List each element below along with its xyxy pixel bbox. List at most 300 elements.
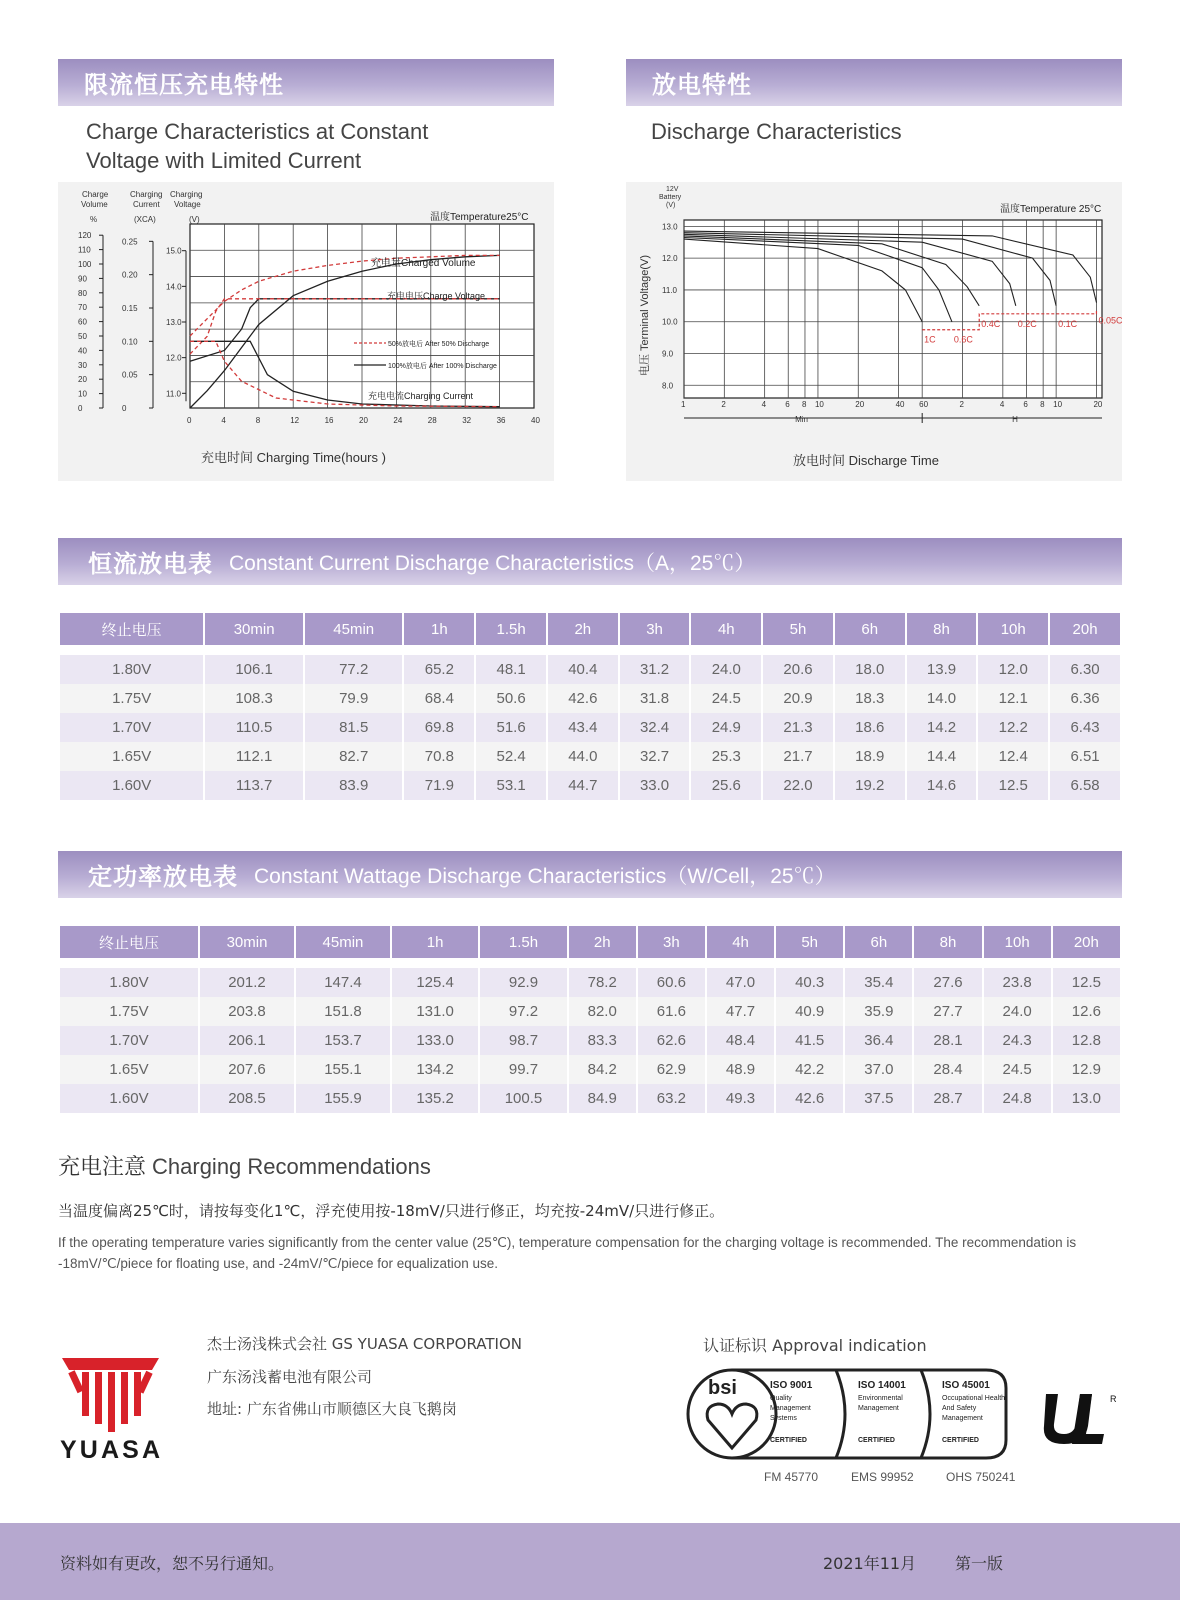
table-cell: 42.6 (548, 684, 618, 713)
voltage-tick-label: 12.0 (166, 353, 182, 363)
x-tick-label: 6 (1023, 400, 1028, 409)
charge-header-label: Charge (82, 190, 109, 199)
cert-desc: Occupational Health (942, 1395, 1006, 1402)
table-cell: 6.36 (1050, 684, 1120, 713)
table-cell: 20.6 (763, 655, 833, 684)
charge-chart-title: 温度Temperature25°C (430, 212, 529, 223)
table-cell: 83.3 (569, 1026, 636, 1055)
volume-tick-label: 30 (78, 360, 87, 370)
table-cell: 135.2 (392, 1084, 478, 1113)
table-cell: 14.4 (907, 742, 977, 771)
table-cell: 62.9 (638, 1055, 705, 1084)
x-tick-label: 36 (496, 416, 506, 425)
rate-label: 1C (924, 334, 936, 345)
table-cell: 18.9 (835, 742, 905, 771)
recommendations-text-en: If the operating temperature varies significantly from the center value (25℃), temperature compensation for the charging voltage is recommended. The recommendation is -18mV/℃/piece for floating use, and -24mV/℃/piece for equalization use. (58, 1235, 1077, 1271)
discharge-chart (626, 182, 1122, 481)
table-cell: 36.4 (845, 1026, 912, 1055)
table-header-cell: 6h (835, 613, 905, 655)
table-cell: 207.6 (200, 1055, 294, 1084)
charge-header-label: Current (133, 200, 160, 209)
table-cell: 24.5 (691, 684, 761, 713)
table-cell: 82.7 (305, 742, 403, 771)
table-cell: 22.0 (763, 771, 833, 800)
table-cell: 28.4 (914, 1055, 981, 1084)
table-header-cell: 4h (707, 926, 774, 968)
volume-tick-label: 90 (78, 274, 87, 284)
table-header-cell: 20h (1053, 926, 1120, 968)
footer-edition: 第一版 (955, 1554, 1004, 1573)
table-cell: 31.2 (620, 655, 690, 684)
table-cell: 24.0 (984, 997, 1051, 1026)
table-cell: 12.8 (1053, 1026, 1120, 1055)
x-tick-label: 32 (462, 416, 472, 425)
x-tick-label: 6 (785, 400, 790, 409)
table-cell: 112.1 (205, 742, 303, 771)
cert-desc: Environmental (858, 1395, 903, 1402)
table-cell: 40.3 (776, 968, 843, 997)
table-cell: 44.7 (548, 771, 618, 800)
table-cell: 65.2 (404, 655, 474, 684)
cc-table-header (58, 538, 1122, 585)
x-tick-label: 8 (801, 400, 807, 409)
table-header-cell: 5h (763, 613, 833, 655)
charge-header-label: % (90, 215, 98, 224)
cutoff-voltage-cell: 1.80V (60, 968, 198, 997)
table-cell: 70.8 (404, 742, 474, 771)
rate-label: 0.05C (1098, 315, 1122, 326)
cutoff-voltage-cell: 1.60V (60, 1084, 198, 1113)
voltage-tick-label: 14.0 (166, 282, 182, 292)
table-cell: 60.6 (638, 968, 705, 997)
charging-current-label: 充电电流Charging Current (368, 391, 474, 401)
current-tick-label: 0.15 (122, 304, 138, 313)
current-tick-label: 0.10 (122, 337, 138, 347)
charge-chart-svg (58, 182, 554, 481)
x-tick-label: 20 (1093, 400, 1103, 409)
table-cell: 42.2 (776, 1055, 843, 1084)
recommendations-text-zh: 当温度偏离25℃时，请按每变化1℃，浮充使用按-18mV/只进行修正，均充按-24mV/只进行修正。 (58, 1202, 725, 1220)
ul-registered-mark: R (1110, 1394, 1117, 1404)
discharge-subtitle: Discharge Characteristics (651, 119, 902, 144)
cc-table-title-en: Constant Current Discharge Characteristics（A，25℃） (229, 551, 756, 575)
footer-date: 2021年11月 (823, 1554, 917, 1573)
table-cell: 201.2 (200, 968, 294, 997)
volume-tick-label: 80 (78, 288, 87, 298)
legend-50-label: 50%放电后 After 50% Discharge (388, 341, 490, 348)
table-header-cell: 1h (392, 926, 478, 968)
table-cell: 206.1 (200, 1026, 294, 1055)
table-cell: 49.3 (707, 1084, 774, 1113)
yuasa-logo-text: YUASA (60, 1436, 160, 1461)
table-cell: 12.9 (1053, 1055, 1120, 1084)
table-cell: 35.9 (845, 997, 912, 1026)
table-header-cell: 45min (296, 926, 390, 968)
table-cell: 69.8 (404, 713, 474, 742)
table-row (60, 713, 1120, 742)
table-cell: 48.1 (476, 655, 546, 684)
voltage-tick-label: 11.0 (166, 389, 181, 399)
discharge-y-header: 12V (666, 186, 679, 193)
table-cell: 24.3 (984, 1026, 1051, 1055)
x-tick-label: 12 (290, 416, 300, 425)
table-row (60, 771, 1120, 800)
cert-code-ohs: OHS 750241 (946, 1470, 1016, 1484)
table-cell: 113.7 (205, 771, 303, 800)
x-tick-label: 10 (1053, 400, 1063, 409)
cert-desc: And Safety (942, 1405, 977, 1412)
table-header-cell: 2h (548, 613, 618, 655)
charge-header-label: Charging (170, 190, 203, 199)
table-cell: 35.4 (845, 968, 912, 997)
table-cell: 98.7 (480, 1026, 566, 1055)
y-tick-label: 10.0 (662, 317, 678, 327)
cert-status: CERTIFIED (770, 1437, 807, 1444)
table-header-cell: 45min (305, 613, 403, 655)
voltage-tick-label: 15.0 (166, 246, 182, 256)
footer (0, 1523, 1180, 1600)
table-cell: 19.2 (835, 771, 905, 800)
charge-subtitle: Charge Characteristics at Constant Voltage with Limited Current (86, 119, 429, 173)
current-tick-label: 0.25 (122, 237, 138, 247)
cert-status: CERTIFIED (942, 1437, 979, 1444)
discharge-section-title: 放电特性 (652, 71, 752, 99)
table-cell: 32.4 (620, 713, 690, 742)
hour-unit-label: H (1012, 415, 1018, 424)
table-cell: 134.2 (392, 1055, 478, 1084)
table-header-row (60, 613, 1120, 655)
table-cell: 84.2 (569, 1055, 636, 1084)
table-cell: 92.9 (480, 968, 566, 997)
charge-x-axis-label: 充电时间 Charging Time(hours ) (201, 450, 386, 465)
table-cell: 14.6 (907, 771, 977, 800)
table-cell: 108.3 (205, 684, 303, 713)
table-cell: 147.4 (296, 968, 390, 997)
cw-discharge-table (58, 926, 1122, 1113)
table-cell: 24.0 (691, 655, 761, 684)
x-tick-label: 60 (919, 400, 929, 409)
table-cell: 106.1 (205, 655, 303, 684)
table-cell: 6.43 (1050, 713, 1120, 742)
table-cell: 27.6 (914, 968, 981, 997)
cert-desc: Management (858, 1405, 899, 1412)
discharge-y-header: Battery (659, 194, 682, 201)
table-cell: 78.2 (569, 968, 636, 997)
table-header-cell: 终止电压 (60, 613, 203, 655)
cutoff-voltage-cell: 1.60V (60, 771, 203, 800)
table-header-cell: 1h (404, 613, 474, 655)
table-row (60, 968, 1120, 997)
table-cell: 71.9 (404, 771, 474, 800)
current-tick-label: 0.05 (122, 370, 138, 380)
cert-std: ISO 9001 (770, 1380, 813, 1391)
table-cell: 131.0 (392, 997, 478, 1026)
table-cell: 40.9 (776, 997, 843, 1026)
discharge-y-axis-label: 电压 Terminal Voltage(V) (639, 254, 651, 376)
charge-header-label: (V) (189, 215, 200, 224)
charge-section-title: 限流恒压充电特性 (84, 71, 284, 99)
table-row (60, 997, 1120, 1026)
x-tick-label: 20 (359, 416, 368, 425)
table-header-cell: 终止电压 (60, 926, 198, 968)
x-tick-label: 40 (895, 400, 905, 409)
cutoff-voltage-cell: 1.65V (60, 742, 203, 771)
cert-desc: Quality (770, 1395, 792, 1402)
table-row (60, 655, 1120, 684)
table-cell: 48.9 (707, 1055, 774, 1084)
x-tick-label: 10 (814, 400, 824, 409)
table-cell: 100.5 (480, 1084, 566, 1113)
table-cell: 25.3 (691, 742, 761, 771)
recommendations-title (58, 1150, 431, 1181)
volume-tick-label: 100 (78, 260, 92, 269)
table-cell: 68.4 (404, 684, 474, 713)
x-tick-label: 4 (999, 400, 1005, 409)
table-header-cell: 5h (776, 926, 843, 968)
table-cell: 27.7 (914, 997, 981, 1026)
table-cell: 47.7 (707, 997, 774, 1026)
charge-section-header (58, 59, 554, 106)
table-cell: 12.5 (1053, 968, 1120, 997)
cw-table-header (58, 851, 1122, 898)
table-cell: 203.8 (200, 997, 294, 1026)
table-cell: 51.6 (476, 713, 546, 742)
table-header-cell: 30min (205, 613, 303, 655)
table-cell: 31.8 (620, 684, 690, 713)
company-name: 杰士汤浅株式会社 GS YUASA CORPORATION (207, 1335, 522, 1353)
table-cell: 12.0 (978, 655, 1048, 684)
table-cell: 47.0 (707, 968, 774, 997)
y-tick-label: 8.0 (662, 381, 674, 391)
cw-table-title-zh: 定功率放电表 (88, 863, 238, 891)
table-cell: 21.7 (763, 742, 833, 771)
volume-tick-label: 60 (78, 317, 87, 327)
table-cell: 33.0 (620, 771, 690, 800)
x-tick-label: 4 (221, 416, 226, 425)
table-header-cell: 10h (984, 926, 1051, 968)
table-header-cell: 3h (638, 926, 705, 968)
table-cell: 18.6 (835, 713, 905, 742)
discharge-chart-svg (626, 182, 1122, 481)
table-cell: 155.9 (296, 1084, 390, 1113)
table-cell: 24.8 (984, 1084, 1051, 1113)
cert-desc: Systems (770, 1415, 797, 1422)
table-header-cell: 20h (1050, 613, 1120, 655)
table-cell: 12.6 (1053, 997, 1120, 1026)
rate-label: 0.6C (953, 334, 973, 345)
volume-tick-label: 40 (78, 346, 87, 356)
yuasa-logo (58, 1356, 163, 1461)
table-cell: 125.4 (392, 968, 478, 997)
discharge-section-header (626, 59, 1122, 106)
table-cell: 41.5 (776, 1026, 843, 1055)
cutoff-voltage-cell: 1.75V (60, 684, 203, 713)
discharge-chart-title: 温度Temperature 25°C (1000, 204, 1102, 215)
charge-header-label: Voltage (174, 200, 201, 209)
charged-volume-label: 充电量Charged Volume (371, 258, 476, 269)
cert-divider (921, 1370, 930, 1458)
table-header-cell: 2h (569, 926, 636, 968)
table-cell: 18.0 (835, 655, 905, 684)
table-header-cell: 8h (914, 926, 981, 968)
discharge-x-axis-label: 放电时间 Discharge Time (793, 453, 939, 468)
charge-header-label: (XCA) (134, 215, 156, 224)
table-cell: 40.4 (548, 655, 618, 684)
cw-table-title-en: Constant Wattage Discharge Characteristics（W/Cell，25℃） (254, 864, 836, 888)
table-cell: 18.3 (835, 684, 905, 713)
table-cell: 14.0 (907, 684, 977, 713)
table-header-cell: 1.5h (476, 613, 546, 655)
table-cell: 37.5 (845, 1084, 912, 1113)
cert-divider (836, 1370, 845, 1458)
recommendations-title-en: Charging Recommendations (152, 1154, 431, 1179)
charge-header-label: Charging (130, 190, 163, 199)
table-cell: 79.9 (305, 684, 403, 713)
table-cell: 99.7 (480, 1055, 566, 1084)
y-tick-label: 12.0 (662, 254, 678, 264)
table-cell: 133.0 (392, 1026, 478, 1055)
cutoff-voltage-cell: 1.70V (60, 1026, 198, 1055)
cert-std: ISO 14001 (858, 1380, 906, 1391)
discharge-y-header: (V) (666, 202, 676, 209)
cutoff-voltage-cell: 1.65V (60, 1055, 198, 1084)
voltage-tick-label: 13.0 (166, 318, 182, 327)
volume-tick-label: 110 (78, 245, 91, 255)
cutoff-voltage-cell: 1.70V (60, 713, 203, 742)
cutoff-voltage-cell: 1.75V (60, 997, 198, 1026)
table-row (60, 1055, 1120, 1084)
cutoff-voltage-cell: 1.80V (60, 655, 203, 684)
volume-tick-label: 0 (78, 404, 83, 413)
charge-chart (58, 182, 554, 481)
table-cell: 50.6 (476, 684, 546, 713)
cert-desc: Management (942, 1415, 983, 1422)
x-tick-label: 1 (681, 400, 686, 409)
approval-title: 认证标识 Approval indication (703, 1336, 927, 1355)
table-cell: 20.9 (763, 684, 833, 713)
table-cell: 151.8 (296, 997, 390, 1026)
cert-std: ISO 45001 (942, 1380, 990, 1391)
table-cell: 28.7 (914, 1084, 981, 1113)
cert-status: CERTIFIED (858, 1437, 895, 1444)
x-tick-label: 8 (255, 416, 261, 425)
table-header-cell: 6h (845, 926, 912, 968)
table-cell: 25.6 (691, 771, 761, 800)
bsi-text: bsi (708, 1377, 737, 1399)
table-row (60, 742, 1120, 771)
table-cell: 12.1 (978, 684, 1048, 713)
table-cell: 21.3 (763, 713, 833, 742)
cc-discharge-table (58, 613, 1122, 800)
table-cell: 32.7 (620, 742, 690, 771)
cc-table-title-zh: 恒流放电表 (88, 550, 213, 578)
certification-badges (686, 1368, 1036, 1460)
rate-label: 0.2C (1017, 318, 1037, 329)
volume-tick-label: 120 (78, 231, 92, 241)
table-cell: 43.4 (548, 713, 618, 742)
table-cell: 53.1 (476, 771, 546, 800)
table-row (60, 684, 1120, 713)
table-cell: 62.6 (638, 1026, 705, 1055)
table-cell: 153.7 (296, 1026, 390, 1055)
table-cell: 84.9 (569, 1084, 636, 1113)
company-address: 地址: 广东省佛山市顺德区大良飞鹅岗 (207, 1400, 457, 1418)
x-tick-label: 20 (855, 400, 865, 409)
ul-mark-icon (1040, 1390, 1124, 1446)
table-cell: 24.9 (691, 713, 761, 742)
table-cell: 12.2 (978, 713, 1048, 742)
charge-voltage-label: 充电电压Charge Voltage (387, 291, 486, 301)
rate-label: 0.1C (1058, 318, 1078, 329)
table-cell: 37.0 (845, 1055, 912, 1084)
bsi-heart-icon (707, 1404, 757, 1448)
volume-tick-label: 50 (78, 332, 87, 341)
company-subsidiary: 广东汤浅蓄电池有限公司 (207, 1368, 373, 1386)
table-row (60, 1084, 1120, 1113)
table-cell: 61.6 (638, 997, 705, 1026)
table-cell: 208.5 (200, 1084, 294, 1113)
table-cell: 83.9 (305, 771, 403, 800)
table-cell: 6.30 (1050, 655, 1120, 684)
table-cell: 14.2 (907, 713, 977, 742)
current-tick-label: 0.20 (122, 270, 138, 280)
recommendations-title-zh: 充电注意 (58, 1155, 147, 1180)
volume-tick-label: 10 (78, 389, 87, 399)
table-cell: 23.8 (984, 968, 1051, 997)
table-cell: 44.0 (548, 742, 618, 771)
table-cell: 52.4 (476, 742, 546, 771)
table-header-cell: 10h (978, 613, 1048, 655)
cert-code-ems: EMS 99952 (851, 1470, 914, 1484)
table-cell: 155.1 (296, 1055, 390, 1084)
charge-header-label: Volume (81, 200, 108, 209)
x-tick-label: 16 (324, 416, 334, 425)
x-tick-label: 2 (959, 400, 964, 409)
x-tick-label: 2 (721, 400, 726, 409)
y-tick-label: 11.0 (662, 285, 677, 295)
table-cell: 6.58 (1050, 771, 1120, 800)
table-cell: 13.0 (1053, 1084, 1120, 1113)
volume-tick-label: 20 (78, 375, 87, 385)
x-tick-label: 8 (1040, 400, 1045, 409)
table-cell: 77.2 (305, 655, 403, 684)
footer-notice: 资料如有更改，恕不另行通知。 (60, 1554, 285, 1573)
cert-code-fm: FM 45770 (764, 1470, 819, 1484)
y-tick-label: 9.0 (662, 349, 674, 359)
legend-100-label: 100%放电后 After 100% Discharge (388, 363, 497, 370)
cert-desc: Management (770, 1405, 811, 1412)
x-tick-label: 28 (427, 416, 437, 425)
x-tick-label: 40 (531, 416, 540, 425)
table-row (60, 1026, 1120, 1055)
min-unit-label: Min (795, 415, 808, 424)
table-header-cell: 3h (620, 613, 690, 655)
table-cell: 82.0 (569, 997, 636, 1026)
y-tick-label: 13.0 (662, 222, 678, 232)
table-cell: 48.4 (707, 1026, 774, 1055)
current-tick-label: 0 (122, 404, 127, 413)
table-header-cell: 8h (907, 613, 977, 655)
table-header-cell: 4h (691, 613, 761, 655)
table-cell: 110.5 (205, 713, 303, 742)
table-header-row (60, 926, 1120, 968)
table-cell: 12.5 (978, 771, 1048, 800)
x-tick-label: 0 (187, 416, 192, 425)
table-header-cell: 30min (200, 926, 294, 968)
table-cell: 13.9 (907, 655, 977, 684)
table-cell: 81.5 (305, 713, 403, 742)
table-cell: 24.5 (984, 1055, 1051, 1084)
